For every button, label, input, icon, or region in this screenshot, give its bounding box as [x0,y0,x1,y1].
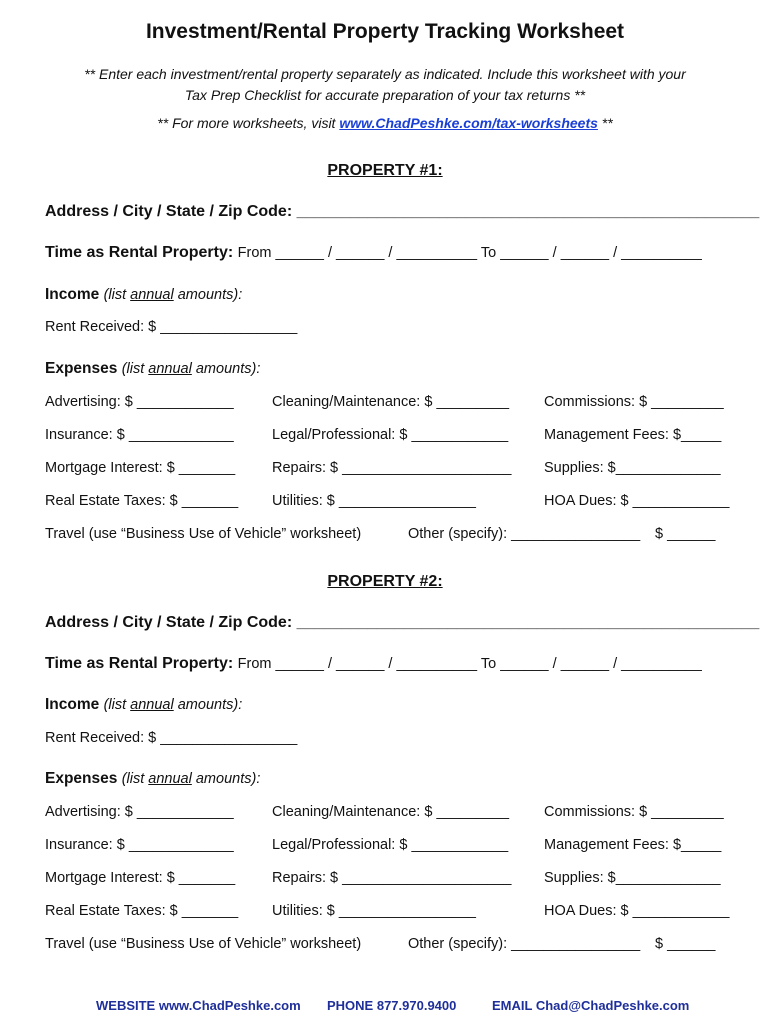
time-label: Time as Rental Property: [45,655,234,672]
worksheets-link[interactable]: www.ChadPeshke.com/tax-worksheets [339,115,598,131]
property-2-utilities-field[interactable]: Utilities: $ _________________ [272,903,476,919]
property-1-cleaning-field[interactable]: Cleaning/Maintenance: $ _________ [272,394,510,410]
property-2-heading: PROPERTY #2: [327,573,443,590]
property-1-income-heading: Income (list annual amounts): [45,286,243,303]
property-1-commissions-field[interactable]: Commissions: $ _________ [544,394,724,410]
property-1-insurance-field[interactable]: Insurance: $ _____________ [45,427,234,443]
property-2-advertising-field[interactable]: Advertising: $ ____________ [45,804,234,820]
property-2-other-amount-field[interactable]: $ ______ [655,936,716,952]
property-1-management-field[interactable]: Management Fees: $_____ [544,427,722,443]
property-2-legal-field[interactable]: Legal/Professional: $ ____________ [272,837,509,853]
time-label: Time as Rental Property: [45,244,234,261]
property-2-insurance-field[interactable]: Insurance: $ _____________ [45,837,234,853]
property-2-hoa-field[interactable]: HOA Dues: $ ____________ [544,903,730,919]
intro-line-1: ** Enter each investment/rental property separately as indicated. Include this worksheet with your [84,66,686,82]
footer-email[interactable]: EMAIL Chad@ChadPeshke.com [492,998,690,1013]
property-2-supplies-field[interactable]: Supplies: $_____________ [544,870,721,886]
time-blanks[interactable]: From ______ / ______ / __________ To ______ / ______ / __________ [237,245,702,261]
intro-line-2: Tax Prep Checklist for accurate preparation of your tax returns ** [184,87,586,103]
property-2-taxes-field[interactable]: Real Estate Taxes: $ _______ [45,903,239,919]
footer-website[interactable]: WEBSITE www.ChadPeshke.com [96,998,301,1013]
property-2-address-field[interactable]: Address / City / State / Zip Code: ____________________________________________________ [45,614,760,631]
property-1-rent-field[interactable]: Rent Received: $ _________________ [45,319,298,335]
intro-suffix: ** [597,115,613,131]
property-1-mortgage-field[interactable]: Mortgage Interest: $ _______ [45,460,236,476]
property-2-commissions-field[interactable]: Commissions: $ _________ [544,804,724,820]
intro-prefix: ** For more worksheets, visit [157,115,340,131]
property-2-mortgage-field[interactable]: Mortgage Interest: $ _______ [45,870,236,886]
time-blanks[interactable]: From ______ / ______ / __________ To ______ / ______ / __________ [237,656,702,672]
property-1-repairs-field[interactable]: Repairs: $ _____________________ [272,460,512,476]
property-1-other-amount-field[interactable]: $ ______ [655,526,716,542]
footer-phone: PHONE 877.970.9400 [327,998,457,1013]
property-1-travel-label: Travel (use “Business Use of Vehicle” worksheet) [45,526,362,542]
property-2-rent-field[interactable]: Rent Received: $ _________________ [45,730,298,746]
property-2-expenses-heading: Expenses (list annual amounts): [45,770,261,787]
property-1-heading: PROPERTY #1: [327,162,443,179]
property-2-management-field[interactable]: Management Fees: $_____ [544,837,722,853]
property-1-other-field[interactable]: Other (specify): ________________ [408,526,641,542]
property-2-other-field[interactable]: Other (specify): ________________ [408,936,641,952]
page-title: Investment/Rental Property Tracking Worksheet [145,20,625,43]
property-2-travel-label: Travel (use “Business Use of Vehicle” worksheet) [45,936,362,952]
property-2-repairs-field[interactable]: Repairs: $ _____________________ [272,870,512,886]
property-1-supplies-field[interactable]: Supplies: $_____________ [544,460,721,476]
property-1-time-row[interactable] [45,244,702,262]
property-2-income-heading: Income (list annual amounts): [45,696,243,713]
property-1-legal-field[interactable]: Legal/Professional: $ ____________ [272,427,509,443]
property-1-address-field[interactable]: Address / City / State / Zip Code: ____________________________________________________ [45,203,760,220]
property-1-utilities-field[interactable]: Utilities: $ _________________ [272,493,476,509]
property-1-taxes-field[interactable]: Real Estate Taxes: $ _______ [45,493,239,509]
intro-line-3 [0,115,770,131]
property-1-expenses-heading: Expenses (list annual amounts): [45,360,261,377]
property-2-time-row[interactable] [45,655,702,673]
property-1-hoa-field[interactable]: HOA Dues: $ ____________ [544,493,730,509]
property-2-cleaning-field[interactable]: Cleaning/Maintenance: $ _________ [272,804,510,820]
property-1-advertising-field[interactable]: Advertising: $ ____________ [45,394,234,410]
